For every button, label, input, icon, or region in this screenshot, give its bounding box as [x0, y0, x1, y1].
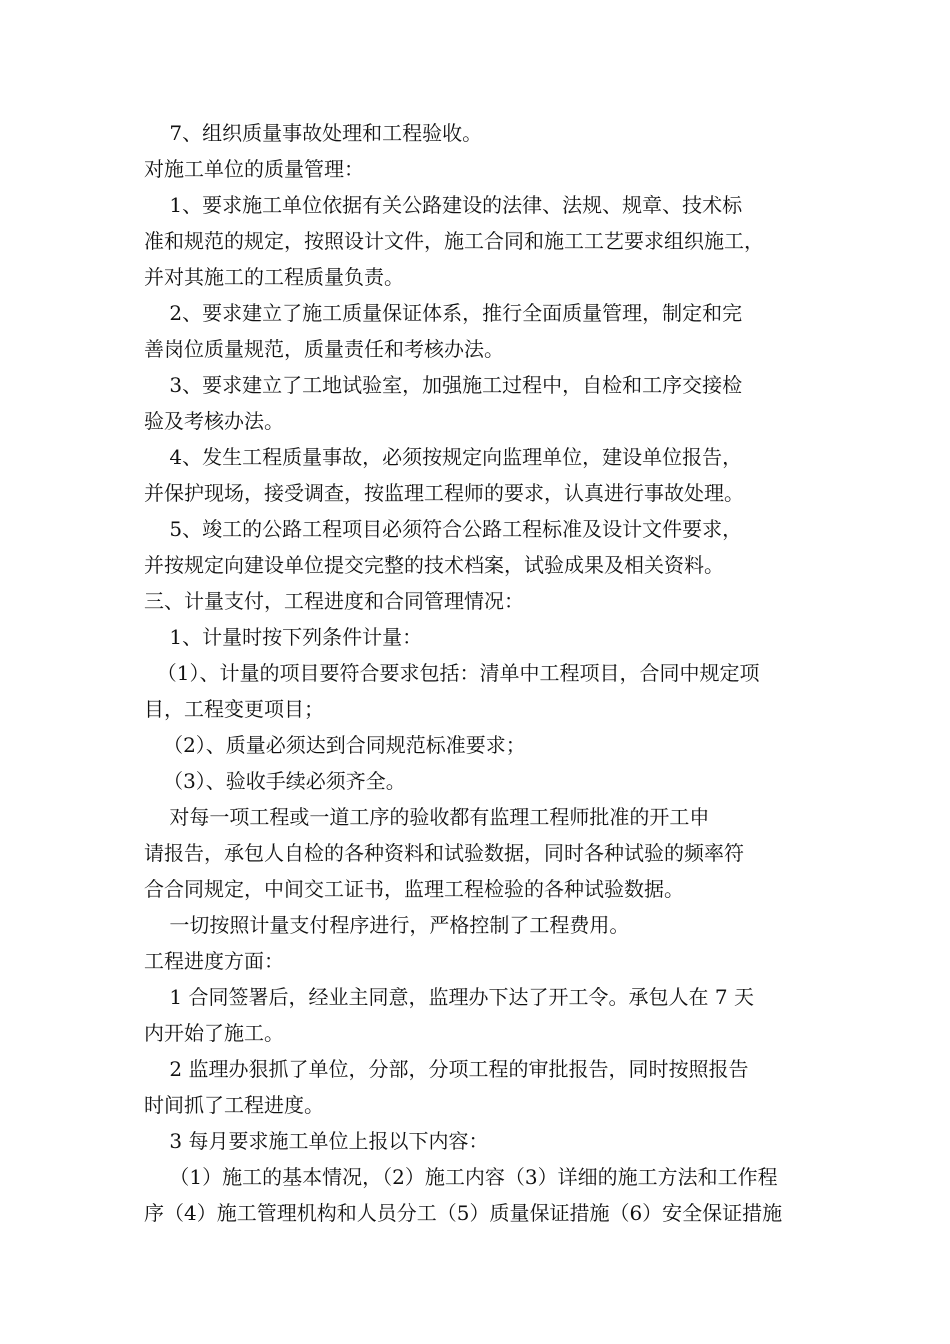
- text-line: 目，工程变更项目；: [144, 697, 324, 721]
- text-line: 请报告，承包人自检的各种资料和试验数据，同时各种试验的频率符: [144, 841, 744, 865]
- text-line: 并对其施工的工程质量负责。: [144, 265, 404, 289]
- text-line: 3 每月要求施工单位上报以下内容：: [144, 1129, 489, 1153]
- text-line: （2）、质量必须达到合同规范标准要求；: [144, 733, 526, 757]
- text-line: 内开始了施工。: [144, 1021, 284, 1045]
- text-line: （3）、验收手续必须齐全。: [144, 769, 406, 793]
- text-line: 对每一项工程或一道工序的验收都有监理工程师批准的开工申: [144, 805, 710, 829]
- text-line: 4、发生工程质量事故，必须按规定向监理单位，建设单位报告，: [144, 445, 743, 469]
- text-line: 2 监理办狠抓了单位，分部，分项工程的审批报告，同时按照报告: [144, 1057, 749, 1081]
- text-line: 并按规定向建设单位提交完整的技术档案，试验成果及相关资料。: [144, 553, 724, 577]
- text-line: 合合同规定，中间交工证书，监理工程检验的各种试验数据。: [144, 877, 684, 901]
- text-line: 并保护现场，接受调查，按监理工程师的要求，认真进行事故处理。: [144, 481, 744, 505]
- text-line: 2、要求建立了施工质量保证体系，推行全面质量管理，制定和完: [144, 301, 743, 325]
- text-line: 5、竣工的公路工程项目必须符合公路工程标准及设计文件要求，: [144, 517, 743, 541]
- text-line: 工程进度方面：: [144, 949, 284, 973]
- text-line: 1、要求施工单位依据有关公路建设的法律、法规、规章、技术标: [144, 193, 743, 217]
- section-heading: 三、计量支付，工程进度和合同管理情况：: [144, 589, 524, 613]
- text-line: 对施工单位的质量管理：: [144, 157, 364, 181]
- text-line: 验及考核办法。: [144, 409, 284, 433]
- text-line: 3、要求建立了工地试验室，加强施工过程中，自检和工序交接检: [144, 373, 743, 397]
- text-line: 善岗位质量规范，质量责任和考核办法。: [144, 337, 504, 361]
- text-line: 准和规范的规定，按照设计文件，施工合同和施工工艺要求组织施工，: [144, 229, 764, 253]
- text-line: 7、组织质量事故处理和工程验收。: [144, 121, 483, 145]
- text-line: 序（4）施工管理机构和人员分工（5）质量保证措施（6）安全保证措施: [144, 1201, 783, 1225]
- text-line: （1）、计量的项目要符合要求包括：清单中工程项目，合同中规定项: [144, 661, 760, 685]
- text-line: 一切按照计量支付程序进行，严格控制了工程费用。: [144, 913, 630, 937]
- text-line: 时间抓了工程进度。: [144, 1093, 324, 1117]
- text-line: 1、计量时按下列条件计量：: [144, 625, 423, 649]
- text-line: （1）施工的基本情况，（2）施工内容（3）详细的施工方法和工作程: [144, 1165, 778, 1189]
- text-line: 1 合同签署后，经业主同意，监理办下达了开工令。承包人在 7 天: [144, 985, 754, 1009]
